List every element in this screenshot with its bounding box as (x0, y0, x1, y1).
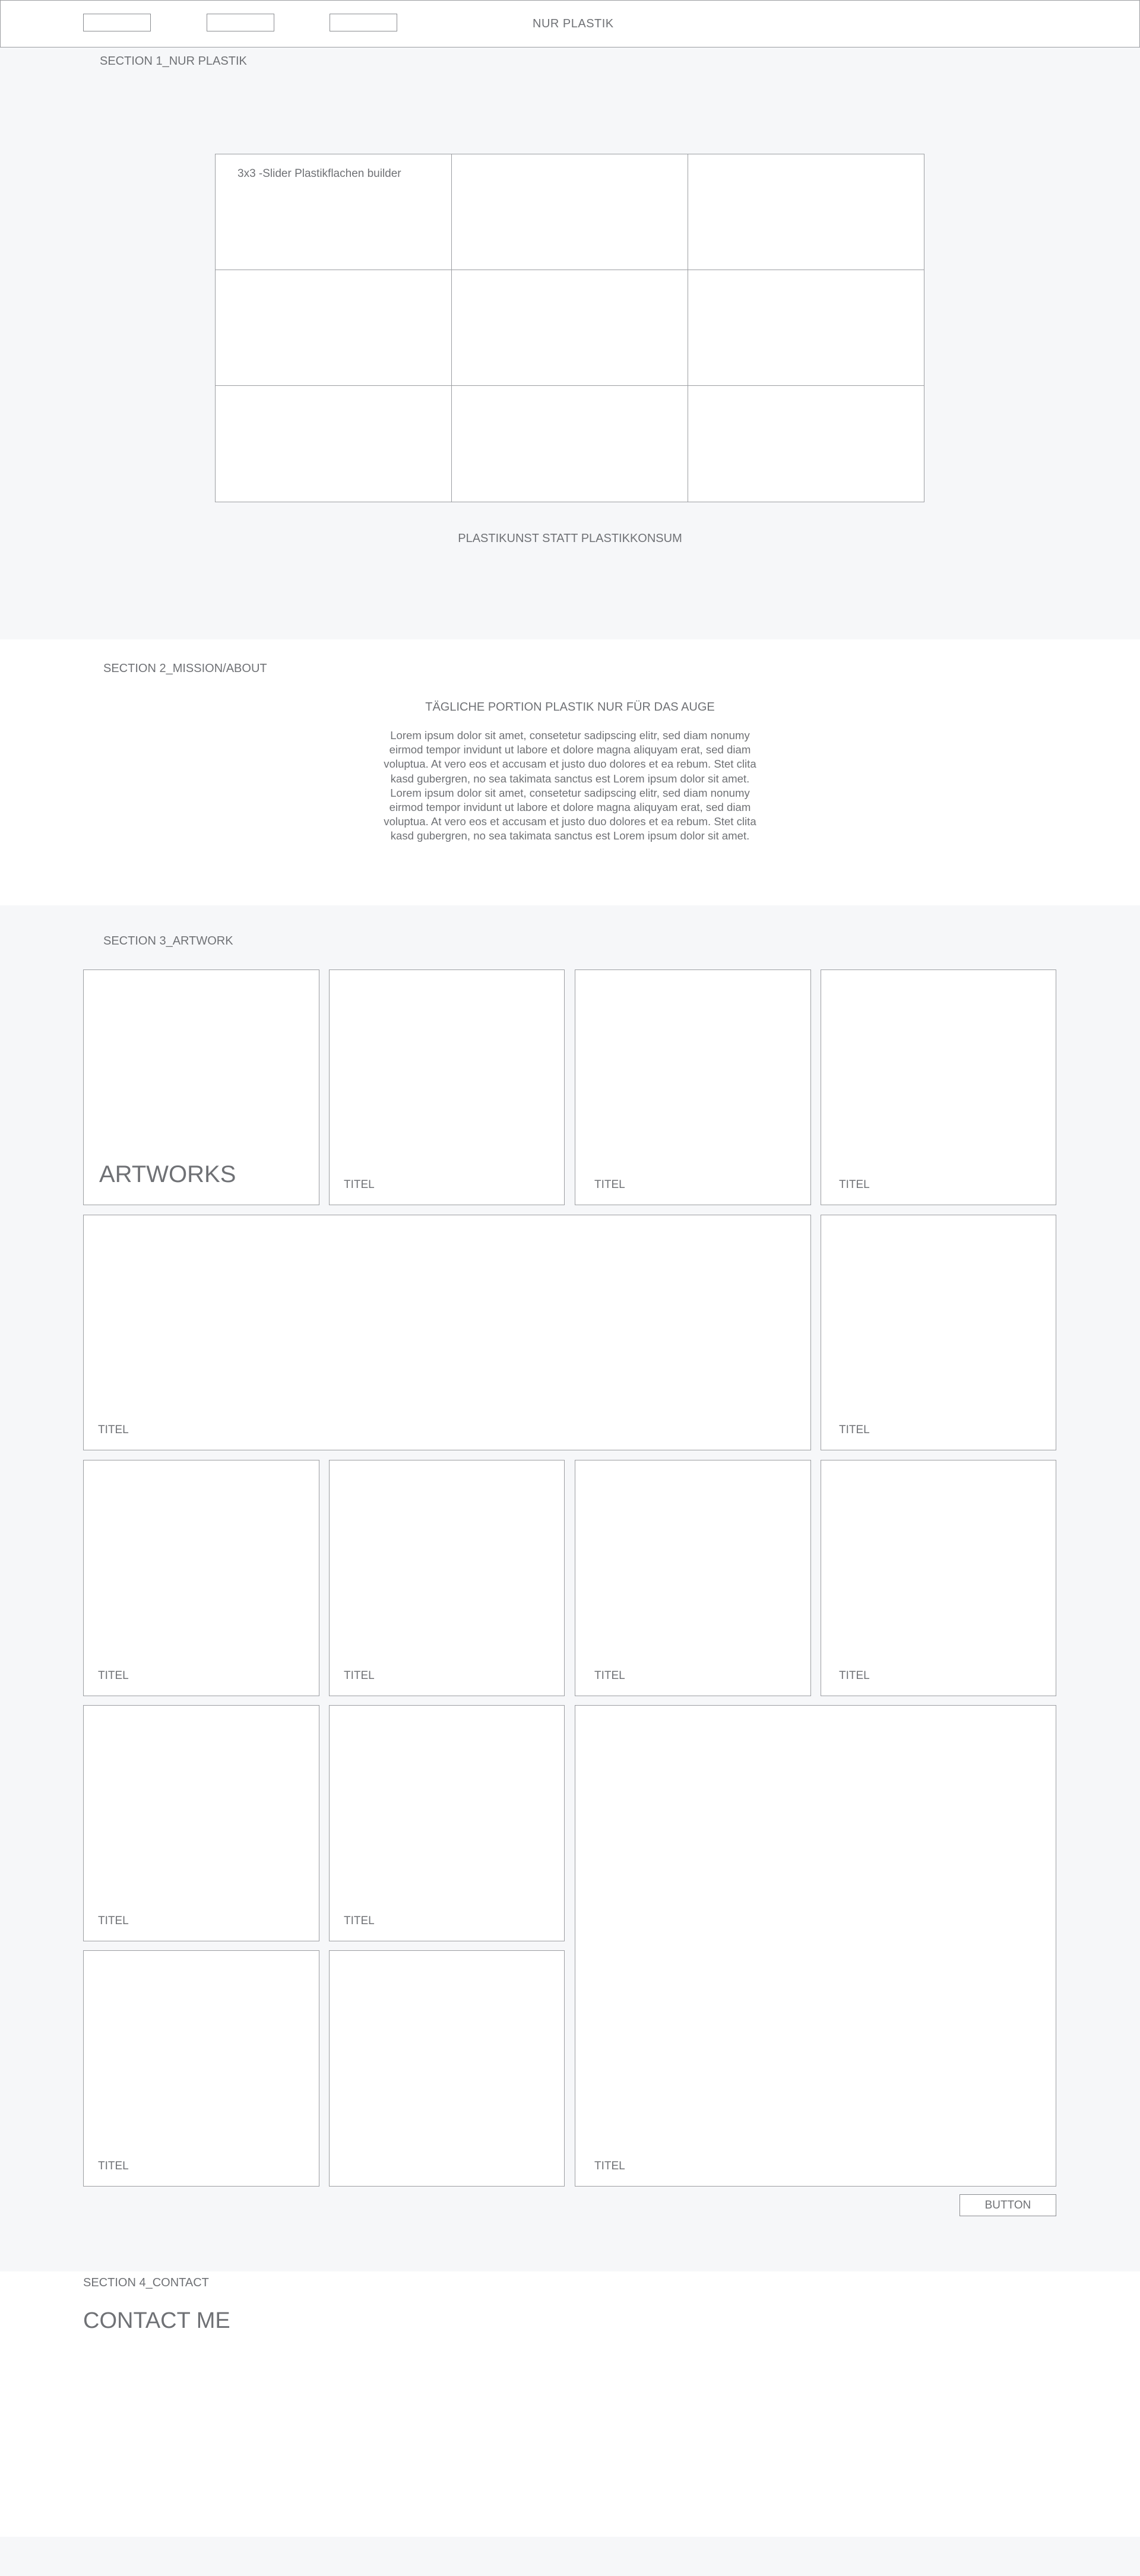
card-title: TITEL (344, 1669, 375, 1682)
slider-cell[interactable] (688, 270, 924, 386)
artwork-card[interactable] (83, 1705, 319, 1941)
card-title: TITEL (98, 2160, 129, 2172)
slider-cell[interactable] (688, 385, 924, 502)
card-title: TITEL (594, 1178, 625, 1191)
section-1-tagline: PLASTIKUNST STATT PLASTIKKONSUM (458, 532, 682, 545)
slider-cell[interactable] (451, 270, 688, 386)
card-title: TITEL (594, 1669, 625, 1682)
section-1-label: SECTION 1_NUR PLASTIK (100, 55, 247, 68)
card-title: TITEL (839, 1669, 870, 1682)
mission-text: Lorem ipsum dolor sit amet, consetetur sadipscing elitr, sed diam nonumy eirmod tempor invidunt ut labore et dolore magna aliquyam erat, sed diam voluptua. At vero eos et accusam et justo duo dolores et ea rebum. Stet clita kasd gubergren, no sea takimata sanctus est Lorem ipsum dolor sit amet. Lorem ipsum dolor sit amet, consetetur sadipscing elitr, sed diam nonumy eirmod tempor invidunt ut labore et dolore magna aliquyam erat, sed diam voluptua. At vero eos et accusam et justo duo dolores et ea rebum. Stet clita kasd gubergren, no sea takimata sanctus est Lorem ipsum dolor sit amet. (384, 729, 756, 842)
artwork-card-wide[interactable] (83, 1215, 811, 1450)
artwork-card[interactable] (329, 1950, 565, 2187)
card-title: TITEL (344, 1915, 375, 1927)
slider-cell[interactable] (451, 154, 688, 271)
contact-section (0, 2271, 1140, 2537)
artwork-card[interactable] (821, 1215, 1056, 1450)
artwork-card[interactable] (821, 1460, 1056, 1696)
slider-caption: 3x3 -Slider Plastikflachen builder (238, 167, 401, 180)
artwork-card[interactable] (575, 1460, 811, 1696)
mission-section (0, 639, 1140, 905)
card-title: TITEL (594, 2160, 625, 2172)
artwork-more-button[interactable]: BUTTON (960, 2194, 1056, 2216)
card-title: TITEL (839, 1424, 870, 1436)
card-title: TITEL (344, 1178, 375, 1191)
artwork-card[interactable] (83, 1950, 319, 2187)
artwork-card[interactable] (83, 969, 319, 1205)
slider-cell[interactable] (451, 385, 688, 502)
nav-button-2[interactable] (207, 14, 274, 31)
slider-grid[interactable] (215, 154, 924, 502)
artworks-heading: ARTWORKS (99, 1161, 236, 1187)
site-header (0, 0, 1140, 47)
artwork-card[interactable] (329, 1705, 565, 1941)
artwork-card-tall[interactable] (575, 1705, 1056, 2187)
card-title: TITEL (98, 1915, 129, 1927)
artwork-card[interactable] (821, 969, 1056, 1205)
slider-cell[interactable] (688, 154, 924, 271)
slider-cell[interactable] (215, 270, 452, 386)
section-2-label: SECTION 2_MISSION/ABOUT (103, 662, 267, 675)
card-title: TITEL (98, 1669, 129, 1682)
artwork-card[interactable] (83, 1460, 319, 1696)
card-title: TITEL (839, 1178, 870, 1191)
brand-title[interactable]: NUR PLASTIK (533, 17, 614, 30)
slider-cell[interactable] (215, 154, 452, 271)
artwork-card[interactable] (575, 969, 811, 1205)
mission-title: TÄGLICHE PORTION PLASTIK NUR FÜR DAS AUGE (425, 701, 715, 714)
artwork-card[interactable] (329, 969, 565, 1205)
artwork-card[interactable] (329, 1460, 565, 1696)
contact-title: CONTACT ME (83, 2308, 230, 2333)
slider-cell[interactable] (215, 385, 452, 502)
section-3-label: SECTION 3_ARTWORK (103, 934, 233, 948)
nav-button-3[interactable] (330, 14, 397, 31)
nav-button-1[interactable] (83, 14, 151, 31)
section-4-label: SECTION 4_CONTACT (83, 2276, 209, 2289)
card-title: TITEL (98, 1424, 129, 1436)
